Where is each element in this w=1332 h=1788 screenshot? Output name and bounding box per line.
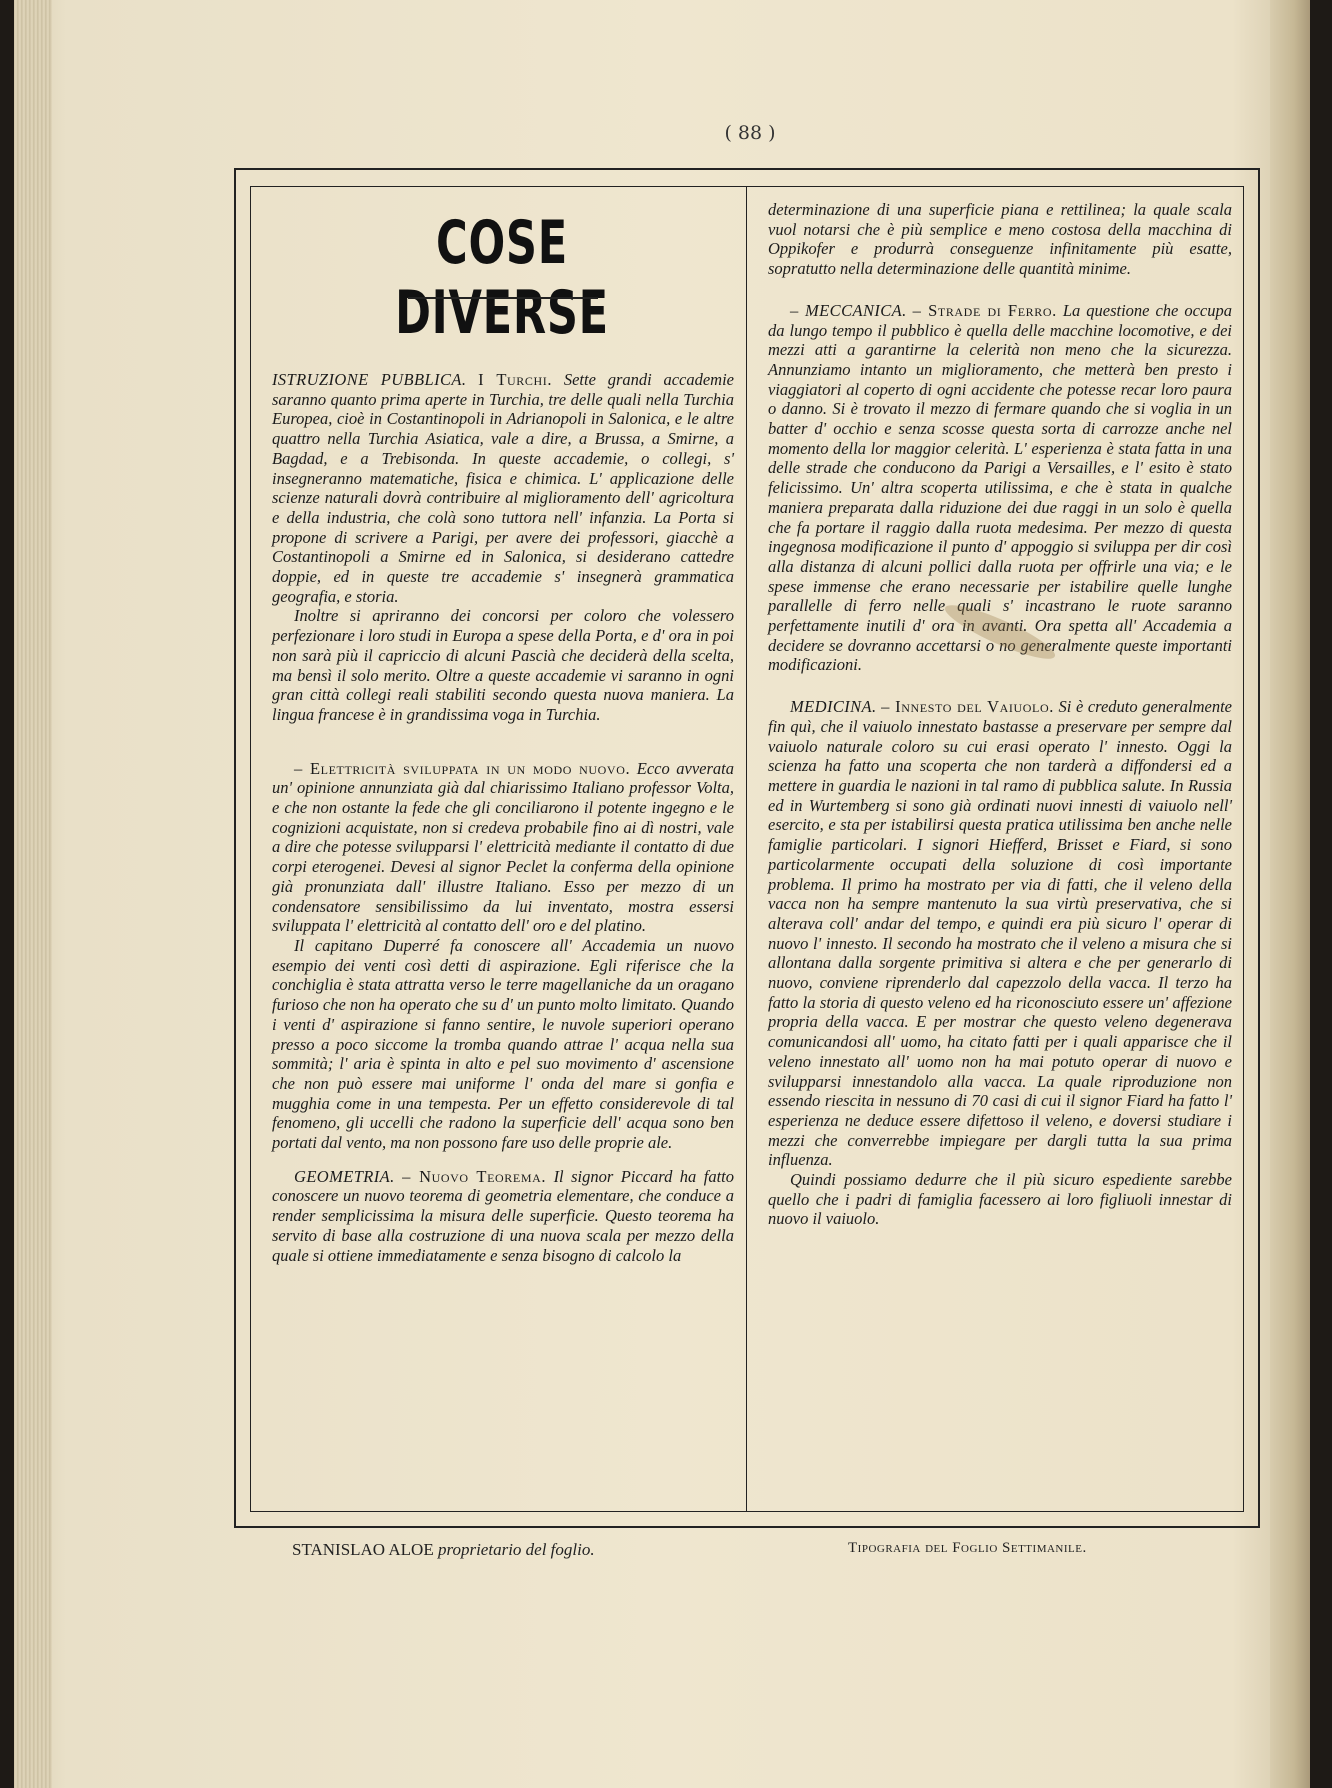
istruzione-text: Sette grandi accademie saranno quanto prima aperte in Turchia, tre delle quali nella Turchia Europea, cioè in Costantinopoli in Adrianopoli in Salonica, e le altre quattro nella Turchia Asiatica, vale a dire, a Brussa, a Smirne, a Bagdad, e a Trebisonda. In queste accademie, o collegi, s' insegneranno matematiche, fisica e chimica. L' applicazione delle scienze naturali dovrà contribuire al miglioramento dell' agricoltura e della industria, che colà sono tuttora nell' infanzia. La Porta si propone di scrivere a Parigi, per avere dei professori, giacchè a Costantinopoli a Smirne ed in Salonica, si desiderano cattedre doppie, ed in queste tre accademie s' insegnerà grammatica geografia, e storia. bbox=[272, 370, 735, 606]
right-column bbox=[768, 200, 1232, 1229]
geometria-heading: GEOMETRIA. bbox=[294, 1166, 395, 1186]
istruzione-subheading: I Turchi. bbox=[478, 370, 553, 389]
footer-printer: Tipografia del Foglio Settimanile. bbox=[848, 1540, 1087, 1556]
left-column bbox=[272, 370, 734, 1265]
page-edge bbox=[1270, 0, 1310, 1788]
istruzione-heading: ISTRUZIONE PUBBLICA. bbox=[272, 370, 467, 389]
page-number: ( 88 ) bbox=[724, 122, 776, 144]
elettricita-text: Ecco avverata un' opinione annunziata già dal chiarissimo Italiano professor Volta, e che non ostante la fede che gli conciliarono il potente ingegno e le cognizioni acquistate, non si credeva probabile fino ai dì nostri, vale a dire che potesse svilupparsi l' elettricità mediante il contatto di due corpi eterogenei. Devesi al signor Peclet la conferma della opinione già pronunziata dall' illustre Italiano. Esso per mezzo di un condensatore sensibilissimo da lui inventato, mostra essersi sviluppata l' elettricità al contatto dell' oro e del platino. bbox=[272, 758, 734, 936]
page-title: COSE DIVERSE bbox=[395, 208, 609, 348]
proprietor-role: proprietario del foglio. bbox=[437, 1540, 595, 1559]
medicina-paragraph-2: Quindi possiamo dedurre che il più sicuro espediente sarebbe quello che i padri di famiglia facessero ai loro figliuoli innestar di nuovo il vaiuolo. bbox=[768, 1170, 1232, 1229]
geometria-paragraph bbox=[272, 1167, 734, 1266]
title-rule bbox=[408, 297, 598, 299]
elettricita-paragraph-2: Il capitano Duperré fa conoscere all' Accademia un nuovo esempio dei venti così detti di aspirazione. Egli riferisce che la conchiglia è stata attratta verso le terre magellaniche da un oragano furioso che non ha operato che su d' un punto molto limitato. Quando i venti d' aspirazione si fanno sentire, le nuvole superiori operano presso a poco siccome la tromba quando attrae l' acqua nella sua sommità; l' aria è spinta in alto e pel suo movimento d' ascensione che non può essere mai uniforme l' onda del mare si gonfia e mugghia come in una tempesta. Per un effetto considerevole di tal fenomeno, gli uccelli che radono la superficie dell' acqua sono ben portati dal vento, ma non possono fare uso delle proprie ale. bbox=[272, 935, 734, 1153]
geometria-text: Il signor Piccard ha fatto conoscere un nuovo teorema di geometria elementare, che conduce a render semplicissima la misura delle superficie. Questo teorema ha servito di base alla costruzione di una nuova scala per mezzo della quale si ottiene immediatamente e senza bisogno di calcolo la bbox=[272, 1166, 735, 1265]
meccanica-subheading: – Strade di Ferro. bbox=[912, 300, 1057, 320]
proprietor-name: STANISLAO ALOE bbox=[292, 1540, 434, 1559]
geometria-subheading: – Nuovo Teorema. bbox=[402, 1166, 547, 1186]
istruzione-paragraph-2: Inoltre si apriranno dei concorsi per coloro che volessero perfezionare i loro studi in Europa a spese della Porta, e d' ora in poi non sarà più il capriccio di alcuni Pascià che deciderà della scelta, ma bensì il solo merito. Oltre a queste accademie vi saranno in ogni gran città collegi reali stabiliti secondo questa nuova maniera. La lingua francese è in grandissima voga in Turchia. bbox=[272, 606, 734, 724]
istruzione-paragraph bbox=[272, 370, 734, 606]
medicina-text: Si è creduto generalmente fin quì, che il vaiuolo innestato bastasse a preservare per sempre dal vaiuolo naturale coloro su cui erasi operato l' innesto. Oggi la scienza ha fatto una scoperta che non tarderà a diffondersi ed a mettere in guardia le nazioni in tal ramo di pubblica salute. In Russia ed in Wurtemberg si sono già ordinati nuovi innesti di vaiuolo nell' esercito, e sta per istabilirsi questa pratica utilissima ben anche nelle famiglie particolari. I signori Hiefferd, Brisset e Fiard, si sono particolarmente occupati della soluzione di così importante problema. Il primo ha mostrato per via di fatti, che il veleno della vacca non ha sempre mantenuto la sua virtù preservativa, che si alterava coll' andar del tempo, e quindi era più sicuro l' operar di nuovo l' innesto. Il secondo ha mostrato che il veleno a misura che si allontana dalla sorgente primitiva si altera e che per generarlo di nuovo, conviene riprenderlo dal capezzolo della vacca. Il terzo ha fatto la storia di questo veleno ed ha riconosciuto essere un' affezione propria della vacca. E per mostrar che questo veleno degenerava comunicandosi all' uomo, ha citato fatti per i quali apparisce che il veleno innestato all' uomo non ha mai potuto operar di nuovo e svilupparsi innestandolo alla vacca. La quale riproduzione non essendo riescita in nessuno di 70 casi di cui il signor Fiard ha fatto l' esperienza ne deduce essere difettoso il veleno, e doversi studiare i mezzi che converrebbe impiegare per dargli tutta la sua prima influenza. bbox=[768, 697, 1233, 1170]
meccanica-text: La questione che occupa da lungo tempo il pubblico è quella delle macchine locomotive, e dei mezzi atti a garantirne la celerità non meno che la sicurezza. Annunziamo intanto un miglioramento, che metterà ben presto i viaggiatori al coperto di ogni accidente che potesse recar loro paura o danno. Si è trovato il mezzo di fermare quando che si voglia in un batter d' occhio e senza scosse questa sorta di carrozze anche nel momento della lor maggior celerità. L' esperienza è stata fatta in una delle strade che conducono da Parigi a Versailles, e l' esito è stato felicissimo. Un' altra scoperta utilissima, e che è stata in qualche maniera preparata dalla riduzione dei due raggi in un solo è quella che fa portare il raggio dalla ruota medesima. Per mezzo di questa ingegnosa modificazione il punto d' appoggio si sviluppa per dir così alla distanza di alcuni pollici dalla ruota per offrirle una via; e le spese immense che erano necessarie per istabilire quelle lunghe parallelle di ferro nelle quali s' incastrano le ruote saranno perfettamente inutili d' ora in avanti. Ora spetta all' Accademia a decidere se dovranno accettarsi o no generalmente queste importanti modificazioni. bbox=[768, 300, 1232, 675]
footer-proprietor bbox=[292, 1540, 595, 1560]
geometria-continuation: determinazione di una superficie piana e rettilinea; la quale scala vuol notarsi che è più semplice e meno costosa della macchina di Oppikofer e produrrà conseguenze infinitamente più esatte, sopratutto nella determinazione delle quantità minime. bbox=[768, 200, 1232, 279]
elettricita-heading: – Elettricità sviluppata in un modo nuovo. bbox=[294, 758, 631, 778]
medicina-heading: MEDICINA. bbox=[790, 697, 877, 717]
column-divider bbox=[746, 186, 747, 1512]
meccanica-heading: – MECCANICA. bbox=[790, 300, 907, 320]
medicina-subheading: – Innesto del Vaiuolo. bbox=[881, 697, 1054, 717]
elettricita-paragraph bbox=[272, 759, 734, 936]
binding-spine bbox=[14, 0, 52, 1788]
medicina-paragraph bbox=[768, 697, 1232, 1170]
